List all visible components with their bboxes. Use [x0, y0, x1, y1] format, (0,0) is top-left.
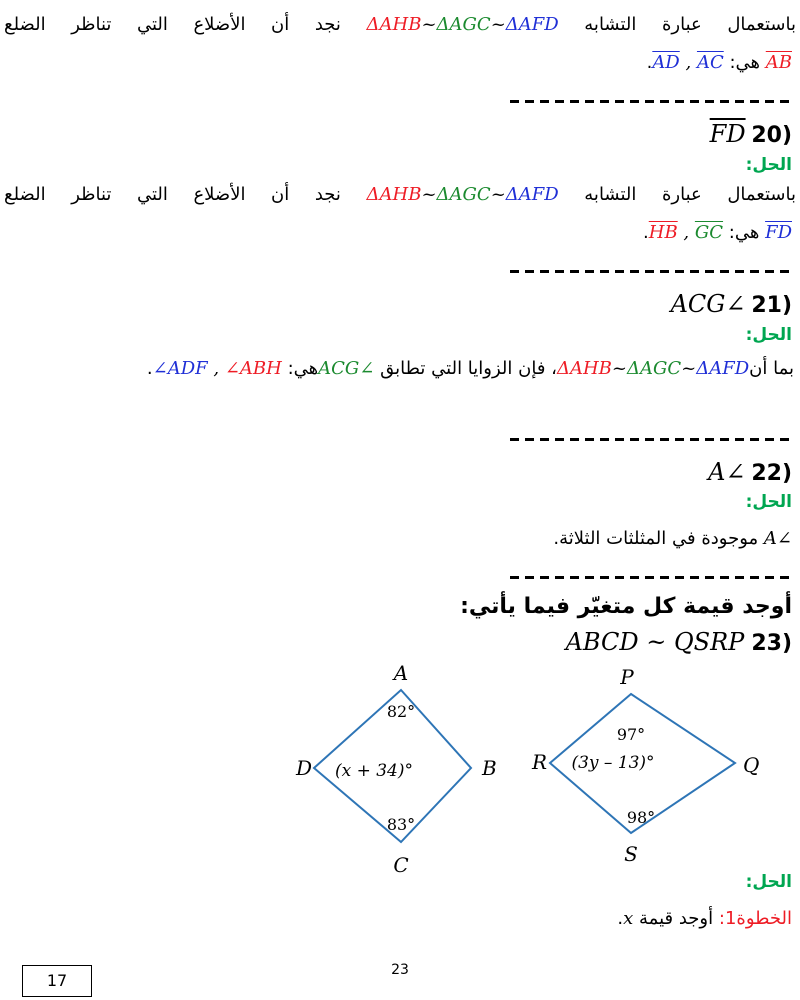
problem-21: (21 ∠ACG	[670, 290, 792, 318]
segment-hb: $\overline{HB}$	[648, 222, 678, 243]
solution-label: الحل:	[745, 325, 792, 345]
segment-gc: $\overline{GC}$	[694, 222, 724, 243]
solution-label: الحل:	[745, 492, 792, 512]
para19-line1	[4, 14, 796, 35]
similarity-abcd-qsrp: ABCD ~ QSRP	[565, 628, 745, 656]
para20-line1: باستعمال عبارة التشابه ΔAHB~ΔAGC~ΔAFD نجد أن الأضلاع التي تناظر الضلع	[4, 184, 796, 205]
para19-line2: AB هي: $\overline{AD}$ , $\overline{AC}$.	[646, 52, 792, 73]
step1: الخطوة1: أوجد قيمة x.	[617, 908, 792, 929]
vertex-c-label: C	[393, 853, 409, 877]
para20-line2: FD هي: $\overline{HB}$ , $\overline{GC}$.	[643, 222, 792, 243]
vertex-p-label: P	[620, 665, 634, 689]
vertex-a-label: A	[393, 665, 409, 685]
divider	[510, 576, 792, 579]
segment-ad: $\overline{AD}$	[652, 52, 680, 73]
problem-20: (20 FD	[709, 120, 792, 148]
segment-ac: $\overline{AC}$	[696, 52, 724, 73]
problem-22: (22 ∠A	[708, 458, 792, 486]
quadrilateral-psqr	[531, 665, 759, 866]
quadrilateral-abcd	[295, 665, 497, 877]
angle-adf: ∠ADF	[152, 358, 208, 379]
segment-ab: AB	[765, 52, 792, 73]
para21: بما أنΔAHB~ΔAGC~ΔAFD، فإن الزوايا التي تطابق ∠ACGهي: ∠ADF , ∠ABH.	[146, 358, 794, 379]
variable-x: x	[623, 908, 634, 929]
divider	[510, 270, 792, 273]
solution-label: الحل:	[745, 155, 792, 175]
angle-a: ∠A	[708, 458, 746, 486]
divider	[510, 100, 792, 103]
angle-c-value: 83°	[386, 815, 416, 834]
vertex-s-label: S	[624, 842, 638, 866]
angle-abh: ∠ABH	[224, 358, 282, 379]
angle-d-expression: (x + 34)°	[334, 761, 414, 781]
angle-acg: ∠ACG	[670, 290, 746, 318]
divider	[510, 438, 792, 441]
find-variables-heading: أوجد قيمة كل متغيّر فيما يأتي:	[460, 594, 792, 619]
problem-23: (23 ABCD ~ QSRP	[565, 628, 792, 656]
text-using-similarity: باستعمال عبارة التشابه	[584, 14, 796, 35]
angle-r-expression: (3y – 13)°	[571, 753, 655, 773]
vertex-r-label: R	[532, 750, 548, 774]
angle-a-value: 82°	[386, 702, 416, 721]
para22: ∠A موجودة في المثلثات الثلاثة.	[553, 528, 792, 549]
vertex-b-label: B	[482, 756, 497, 780]
vertex-d-label: D	[296, 756, 313, 780]
similarity-statement: ΔAHB~ΔAGC~ΔAFD	[366, 14, 559, 35]
page-number: 23	[391, 962, 409, 978]
quadrilaterals-figure	[280, 665, 800, 885]
angle-s-value: 98°	[626, 808, 656, 827]
text-corresponding: نجد أن الأضلاع التي تناظر الضلع	[4, 14, 341, 35]
page-box-number: 17	[22, 965, 92, 997]
vertex-q-label: Q	[743, 753, 760, 777]
segment-fd: FD	[709, 120, 746, 148]
solution-label: الحل:	[745, 872, 792, 892]
step1-label: الخطوة1:	[718, 908, 792, 929]
angle-p-value: 97°	[616, 725, 646, 744]
